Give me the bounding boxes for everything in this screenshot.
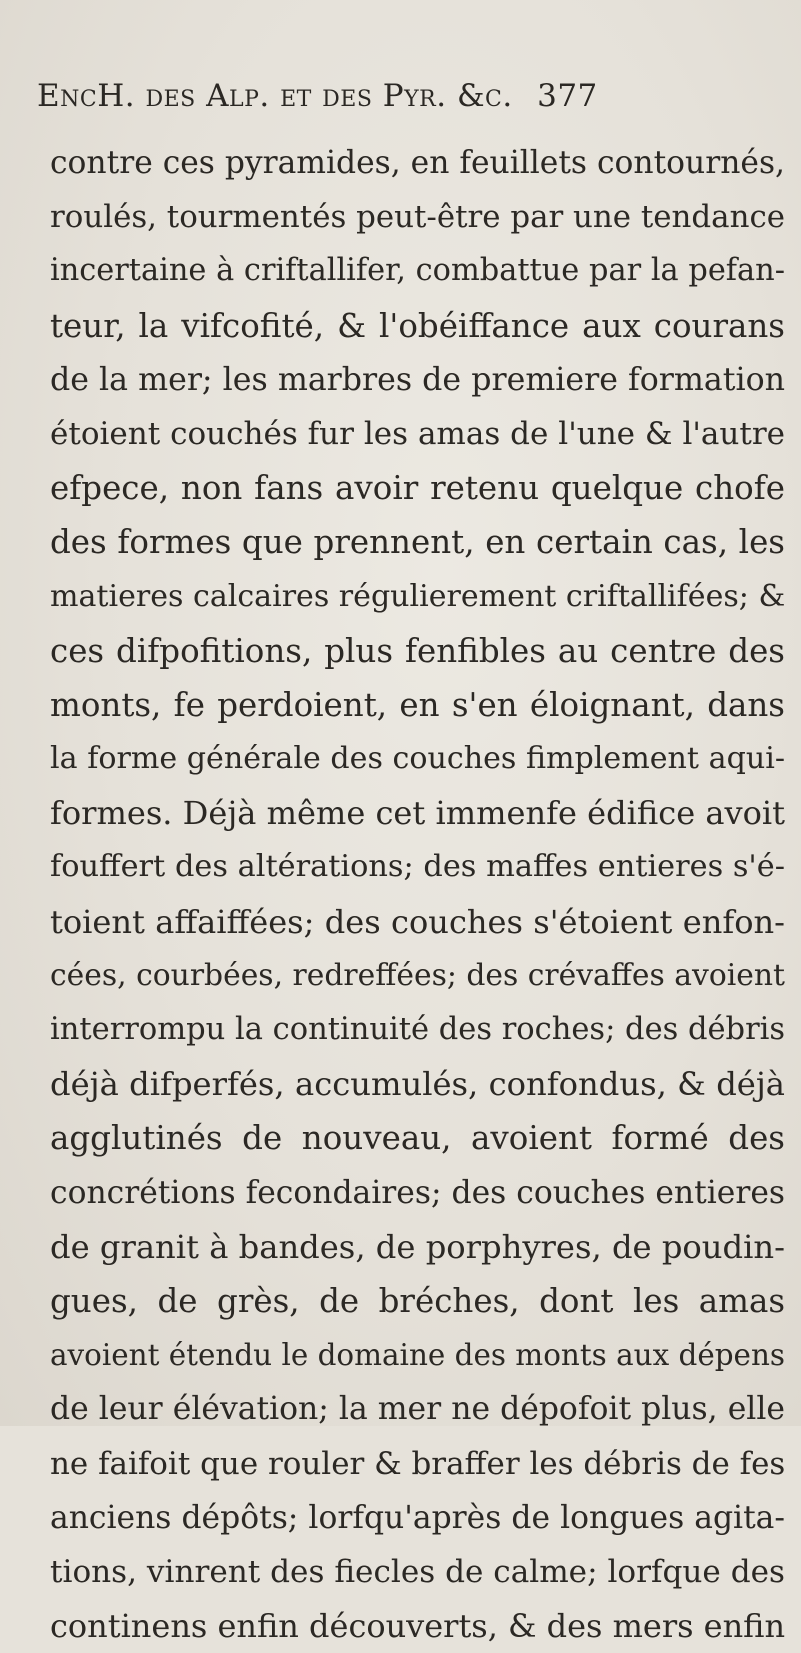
text-line: gues, de grès, de bréches, dont les amas [50, 1281, 785, 1320]
text-line: continens enfin découverts, & des mers enfin [50, 1607, 786, 1646]
text-line: ces difpofitions, plus fenfibles au centre des [50, 631, 785, 670]
text-line: interrompu la continuité des roches; des débris [50, 1012, 786, 1047]
text-line: toient affaiffées; des couches s'étoient enfon- [50, 902, 785, 941]
text-line: efpece, non fans avoir retenu quelque chofe [50, 469, 785, 508]
text-line: tions, vinrent des fiecles de calme; lorfque des [50, 1553, 785, 1590]
text-line: concrétions fecondaires; des couches entieres [50, 1174, 785, 1211]
running-header [37, 78, 737, 114]
body-text [50, 136, 790, 1653]
text-line: fouffert des altérations; des maffes entieres s'é- [50, 849, 785, 885]
text-line: déjà difperfés, accumulés, confondus, & déjà [50, 1065, 785, 1104]
page-number: 377 [537, 78, 598, 114]
text-line: des formes que prennent, en certain cas, les [50, 523, 785, 562]
text-line: teur, la vifcofité, & l'obéiffance aux courans [50, 306, 785, 345]
text-line: matieres calcaires régulierement criftallifées; & [50, 578, 786, 614]
text-line: agglutinés de nouveau, avoient formé des [50, 1119, 785, 1158]
text-line: cées, courbées, redreffées; des crévaffes avoient [50, 957, 785, 993]
text-line: contre ces pyramides, en feuillets contournés, [50, 145, 786, 181]
text-line: de la mer; les marbres de premiere formation [50, 361, 785, 398]
text-line: ne faifoit que rouler & braffer les débris de fes [50, 1445, 786, 1482]
text-line: incertaine à criftallifer, combattue par la pefan- [50, 253, 785, 289]
text-line: monts, fe perdoient, en s'en éloignant, dans [50, 685, 785, 724]
text-line: la forme générale des couches fimplement aqui- [50, 741, 785, 777]
text-line: roulés, tourmentés peut-être par une tendance [50, 199, 785, 236]
text-line: avoient étendu le domaine des monts aux dépens [50, 1338, 785, 1373]
text-line: anciens dépôts; lorfqu'après de longues agita- [50, 1499, 785, 1536]
text-line: de leur élévation; la mer ne dépofoit plus, elle [50, 1391, 785, 1428]
text-line: de granit à bandes, de porphyres, de poudin- [50, 1227, 785, 1266]
text-line: étoient couchés fur les amas de l'une & l'autre [50, 415, 785, 452]
text-line: formes. Déjà même cet immenfe édifice avoit [50, 794, 785, 833]
running-title: EncH. des Alp. et des Pyr. &c. [37, 78, 513, 114]
